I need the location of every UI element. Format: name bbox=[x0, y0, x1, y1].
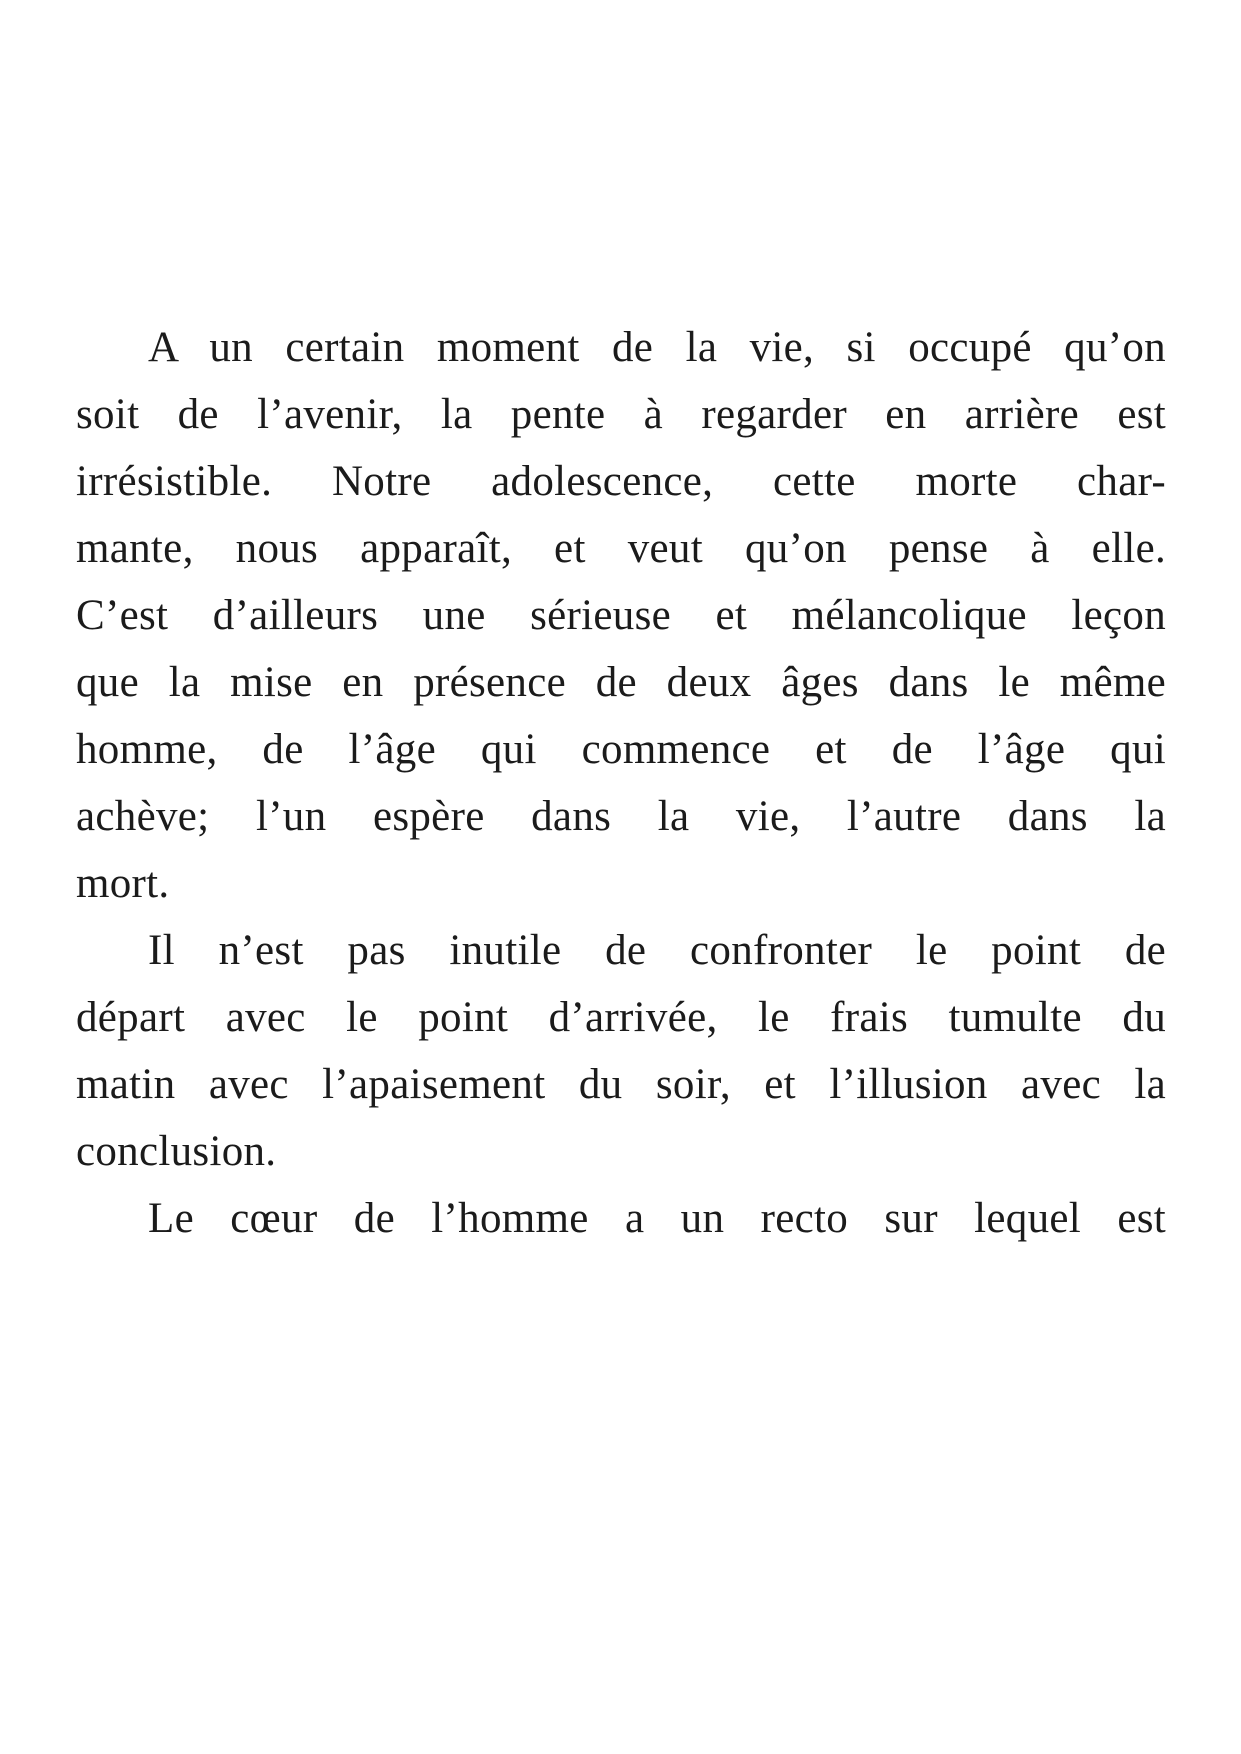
text-line: achève; l’un espère dans la vie, l’autre dans la bbox=[76, 793, 1166, 840]
text-line: conclusion. bbox=[76, 1128, 277, 1175]
text-line: mante, nous apparaît, et veut qu’on pense à elle. bbox=[76, 525, 1166, 572]
text-line: matin avec l’apaisement du soir, et l’illusion avec la bbox=[76, 1061, 1166, 1108]
text-line: A un certain moment de la vie, si occupé qu’on bbox=[148, 324, 1166, 371]
text-line: mort. bbox=[76, 860, 170, 907]
text-line: soit de l’avenir, la pente à regarder en arrière est bbox=[76, 391, 1166, 438]
text-line: Il n’est pas inutile de confronter le point de bbox=[148, 927, 1166, 974]
text-line: que la mise en présence de deux âges dans le même bbox=[76, 659, 1166, 706]
text-line: C’est d’ailleurs une sérieuse et mélancolique leçon bbox=[76, 592, 1166, 639]
text-line: départ avec le point d’arrivée, le frais tumulte du bbox=[76, 994, 1166, 1041]
text-line: irrésistible. Notre adolescence, cette morte char- bbox=[76, 458, 1166, 505]
text-line: homme, de l’âge qui commence et de l’âge qui bbox=[76, 726, 1166, 773]
text-line: Le cœur de l’homme a un recto sur lequel est bbox=[148, 1195, 1166, 1242]
